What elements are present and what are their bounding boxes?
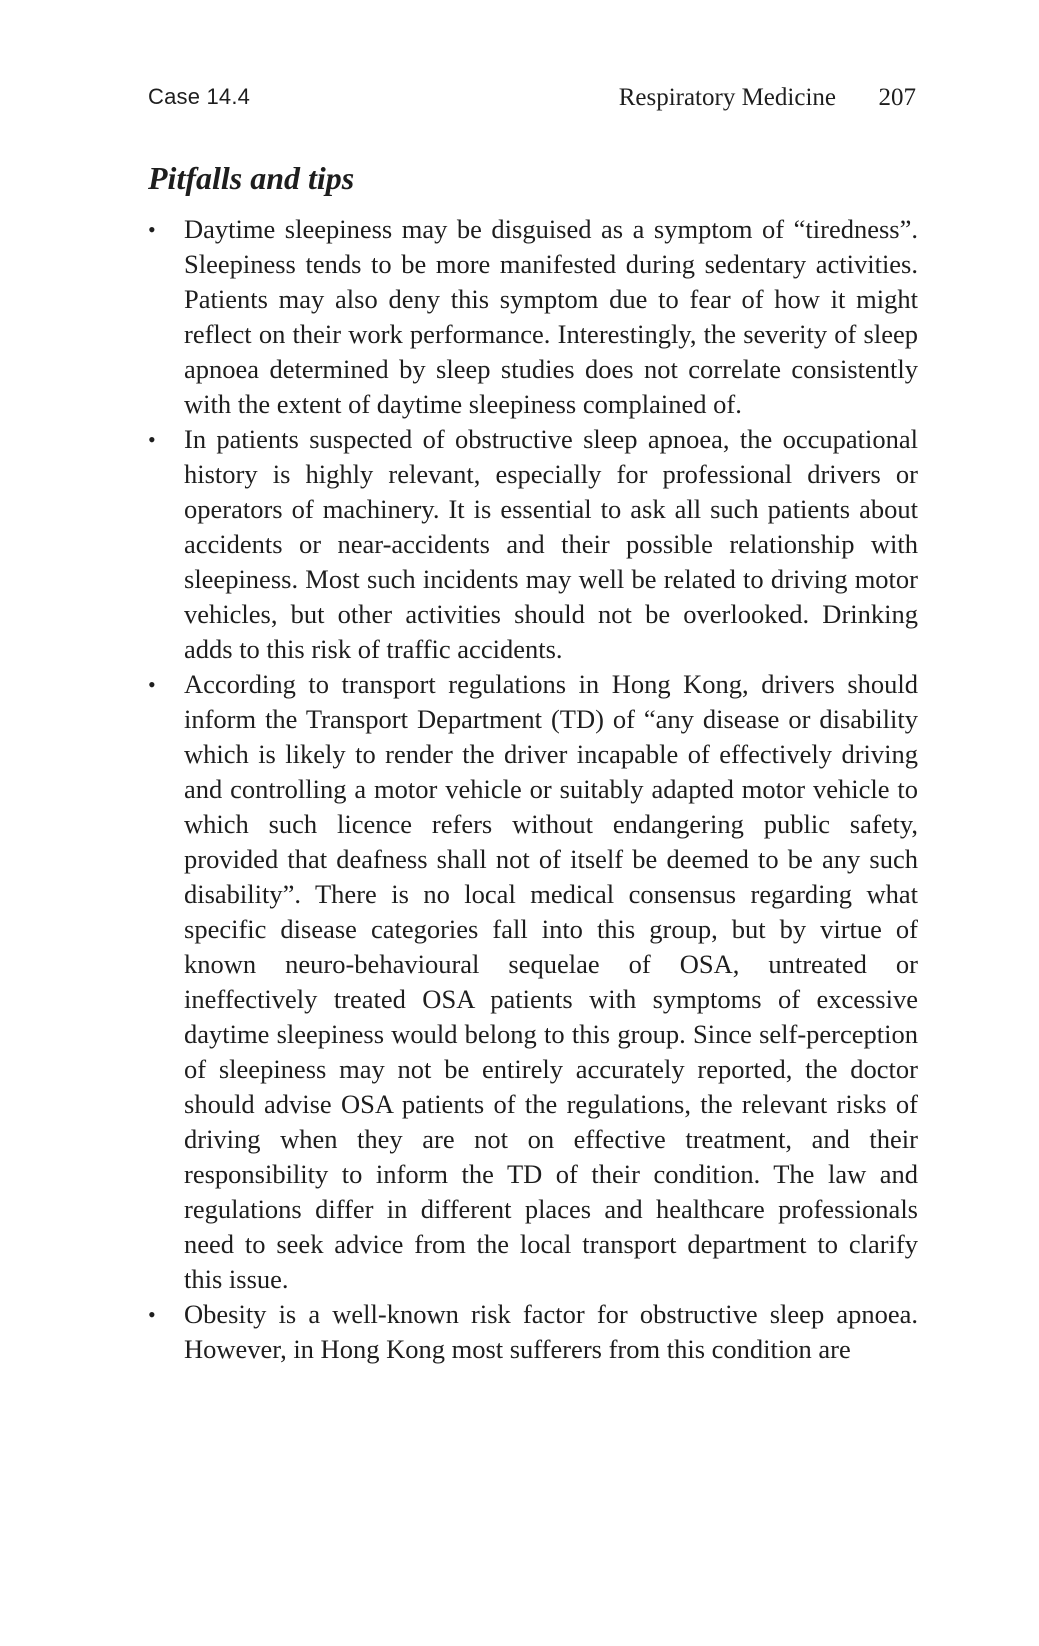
section-label: Respiratory Medicine (618, 84, 836, 111)
bullet-icon: • (148, 1302, 156, 1327)
list-item (148, 422, 918, 667)
case-label: Case 14.4 (148, 84, 251, 109)
bullet-icon: • (148, 217, 156, 242)
list-item-text: Obesity is a well-known risk factor for obstructive sleep apnoea. However, in Hong Kong most sufferers from this condition are (184, 1299, 918, 1364)
list-item-text: In patients suspected of obstructive sleep apnoea, the occupational history is highly relevant, especially for professional drivers or operators of machinery. It is essential to ask all such patients about accidents or near-accidents and their possible relationship with sleepiness. Most such incidents may well be related to driving motor vehicles, but other activities should not be overlooked. Drinking adds to this risk of traffic accidents. (184, 424, 918, 664)
section-heading: Pitfalls and tips (148, 160, 355, 196)
tips-list (148, 212, 918, 1367)
page-number: 207 (878, 84, 916, 111)
running-head (148, 84, 916, 116)
list-item (148, 1297, 918, 1367)
list-item (148, 667, 918, 1297)
bullet-icon: • (148, 672, 156, 697)
list-item-text: According to transport regulations in Hong Kong, drivers should inform the Transport Department (TD) of “any disease or disability which is likely to render the driver incapable of effectively driving and controlling a motor vehicle or suitably adapted motor vehicle to which such licence refers without endangering public safety, provided that deafness shall not of itself be deemed to be any such disability”. There is no local medical consensus regarding what specific disease categories fall into this group, but by virtue of known neuro-behavioural sequelae of OSA, untreated or ineffectively treated OSA patients with symptoms of excessive daytime sleepiness would belong to this group. Since self-perception of sleepiness may not be entirely accurately reported, the doctor should advise OSA patients of the regulations, the relevant risks of driving when they are not on effective treatment, and their responsibility to inform the TD of their condition. The law and regulations differ in different places and healthcare professionals need to seek advice from the local transport department to clarify this issue. (184, 669, 918, 1294)
list-item (148, 212, 918, 422)
bullet-icon: • (148, 427, 156, 452)
list-item-text: Daytime sleepiness may be disguised as a symptom of “tiredness”. Sleepiness tends to be more manifested during sedentary activities. Patients may also deny this symptom due to fear of how it might reflect on their work performance. Interestingly, the severity of sleep apnoea determined by sleep studies does not correlate consistently with the extent of daytime sleepiness complained of. (184, 214, 918, 419)
